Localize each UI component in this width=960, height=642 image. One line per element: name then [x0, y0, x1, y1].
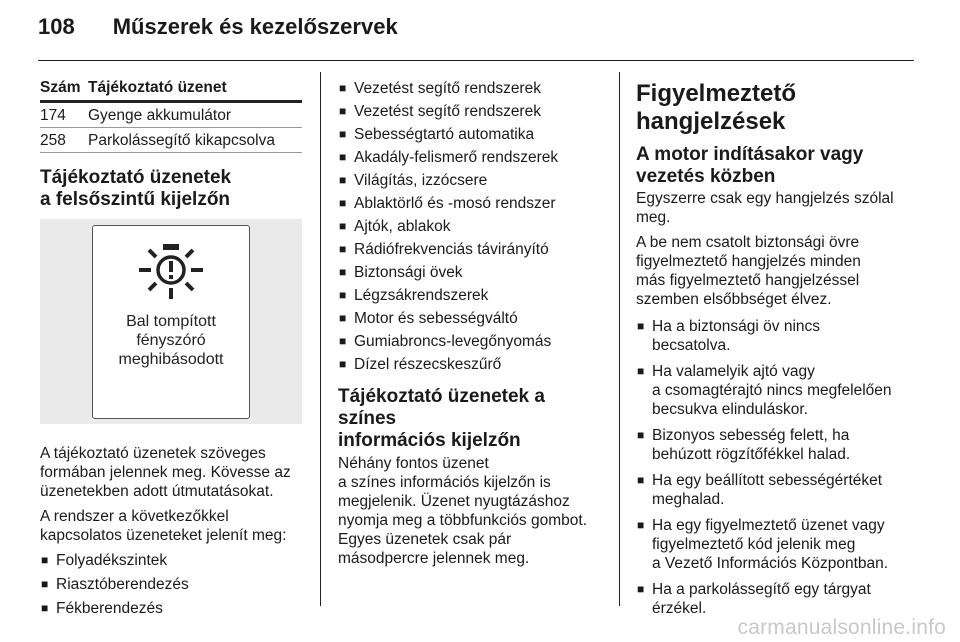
list-item: ■ Akadály-felismerő rendszerek: [338, 148, 606, 167]
column-divider-2: [619, 72, 620, 606]
table-row: [40, 128, 302, 153]
list-item: ■ Ajtók, ablakok: [338, 217, 606, 236]
list-item: ■ Világítás, izzócsere: [338, 171, 606, 190]
watermark: carmanualsonline.info: [737, 616, 946, 639]
list-item: ■ Fékberendezés: [40, 599, 308, 618]
list-item: ■ Ha valamelyik ajtó vagy a csomagtérajtó nincs megfelelően becsukva elinduláskor.: [636, 362, 918, 419]
list-item: ■ Ablaktörlő és -mosó rendszer: [338, 194, 606, 213]
page-title: Műszerek és kezelőszervek: [112, 14, 398, 39]
message-table: [40, 78, 302, 153]
list-item: ■ Rádiófrekvenciás távirányító: [338, 240, 606, 259]
list-item: ■ Motor és sebességváltó: [338, 309, 606, 328]
table-header-message: Tájékoztató üzenet: [88, 78, 302, 102]
table-cell-number: 174: [40, 102, 88, 128]
section-heading-color-display: Tájékoztató üzenetek a színes információs kijelzőn: [338, 386, 545, 451]
table-cell-number: 258: [40, 128, 88, 153]
list-item: ■ Ha a parkolássegítő egy tárgyat érzékel.: [636, 580, 918, 618]
list-item: ■ Dízel részecskeszűrő: [338, 355, 606, 374]
list-item: ■ Biztonsági övek: [338, 263, 606, 282]
list-item: ■ Ha egy figyelmeztető üzenet vagy figyelmeztető kód jelenik meg a Vezető Információs Központban.: [636, 516, 918, 573]
paragraph-seatbelt-priority: A be nem csatolt biztonsági övre figyelmeztető hangjelzés minden más figyelmeztető hangjelzéssel szemben elsőbbséget élvez.: [636, 234, 861, 308]
paragraph-intro: A tájékoztató üzenetek szöveges formában jelennek meg. Kövesse az üzenetekben adott útmutatásokat.: [40, 445, 291, 500]
bullet-list-3: [636, 317, 918, 618]
table-cell-message: Parkolássegítő kikapcsolva: [88, 128, 302, 153]
display-message: Bal tompított fényszóró meghibásodott: [118, 312, 224, 368]
list-item: ■ Riasztóberendezés: [40, 575, 308, 594]
table-header-row: [40, 78, 302, 102]
exterior-light-warning-icon: [136, 242, 206, 302]
display-panel: [92, 225, 250, 419]
column-1: [40, 78, 308, 623]
paragraph-system: A rendszer a következőkkel kapcsolatos üzeneteket jelenít meg:: [40, 508, 287, 544]
table-cell-message: Gyenge akkumulátor: [88, 102, 302, 128]
list-item: ■ Gumiabroncs-levegőnyomás: [338, 332, 606, 351]
display-illustration: [40, 219, 302, 424]
section-heading-warning-chimes: Figyelmeztető hangjelzések: [636, 80, 797, 135]
column-divider-1: [320, 72, 321, 606]
list-item: ■ Ha a biztonsági öv nincs becsatolva.: [636, 317, 918, 355]
bullet-list-1: [40, 551, 308, 618]
header-rule: [38, 60, 914, 61]
subheading-engine-start: A motor indításakor vagy vezetés közben: [636, 144, 864, 187]
bullet-list-2: [338, 79, 606, 374]
table-header-number: Szám: [40, 78, 88, 102]
column-3: [636, 80, 918, 625]
paragraph-color-display: Néhány fontos üzenet a színes információs kijelzőn is megjelenik. Üzenet nyugtázáshoz nyomja meg a többfunkciós gombot. Egyes üzenetek csak pár másodpercre jelennek meg.: [338, 455, 587, 567]
list-item: ■ Légzsákrendszerek: [338, 286, 606, 305]
list-item: ■ Bizonyos sebesség felett, ha behúzott rögzítőfékkel halad.: [636, 426, 918, 464]
page-number: 108: [38, 14, 75, 39]
list-item: ■ Ha egy beállított sebességértéket meghalad.: [636, 471, 918, 509]
page-header: [38, 14, 398, 40]
list-item: ■ Sebességtartó automatika: [338, 125, 606, 144]
list-item: ■ Vezetést segítő rendszerek: [338, 102, 606, 121]
paragraph-single-chime: Egyszerre csak egy hangjelzés szólal meg.: [636, 190, 894, 226]
section-heading-top-display: Tájékoztató üzenetek a felsőszintű kijelzőn: [40, 167, 232, 210]
list-item: ■ Vezetést segítő rendszerek: [338, 79, 606, 98]
list-item: ■ Folyadékszintek: [40, 551, 308, 570]
table-row: [40, 102, 302, 128]
column-2: [338, 79, 606, 574]
